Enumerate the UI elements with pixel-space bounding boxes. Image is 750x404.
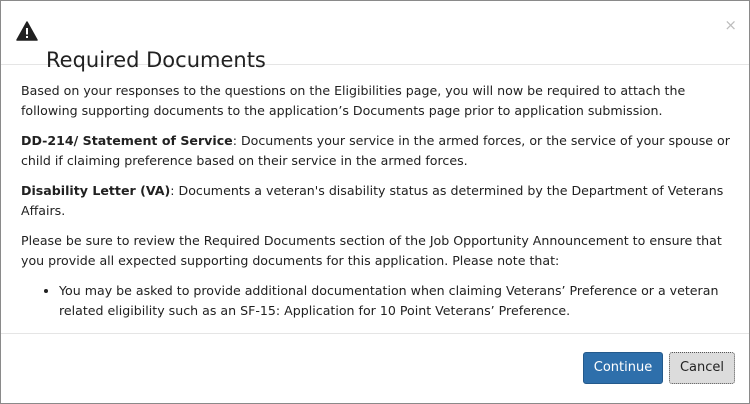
note-list: [21, 281, 731, 321]
warning-icon: [16, 21, 38, 41]
cancel-button[interactable]: Cancel: [669, 352, 735, 384]
dialog-title: Required Documents: [46, 47, 266, 72]
document-item: [21, 181, 731, 221]
document-name: Disability Letter (VA): [21, 183, 171, 198]
document-name: DD-214/ Statement of Service: [21, 133, 233, 148]
document-description: : Documents your service in the armed forces, or the service of your spouse or child if claiming preference based on their service in the armed forces.: [21, 133, 730, 168]
close-icon[interactable]: ×: [724, 16, 737, 34]
document-item: [21, 131, 731, 171]
dialog-header: [1, 1, 749, 72]
intro-text: Based on your responses to the questions on the Eligibilities page, you will now be required to attach the following supporting documents to the application’s Documents page prior to application submission.: [21, 83, 686, 118]
list-item: • You may be asked to provide additional documentation when claiming Veterans’ Preference or a veteran related eligibility such as an SF-15: Application for 10 Point Veterans’ Preference.: [59, 281, 731, 321]
note-text: Please be sure to review the Required Documents section of the Job Opportunity Announcement to ensure that you provide all expected supporting documents for this application. Please note that:: [21, 233, 722, 268]
document-description: : Documents a veteran's disability status as determined by the Department of Veterans Affairs.: [21, 183, 724, 218]
dialog-footer: [1, 333, 749, 403]
dialog-body: [21, 81, 731, 321]
continue-button[interactable]: Continue: [583, 352, 663, 384]
